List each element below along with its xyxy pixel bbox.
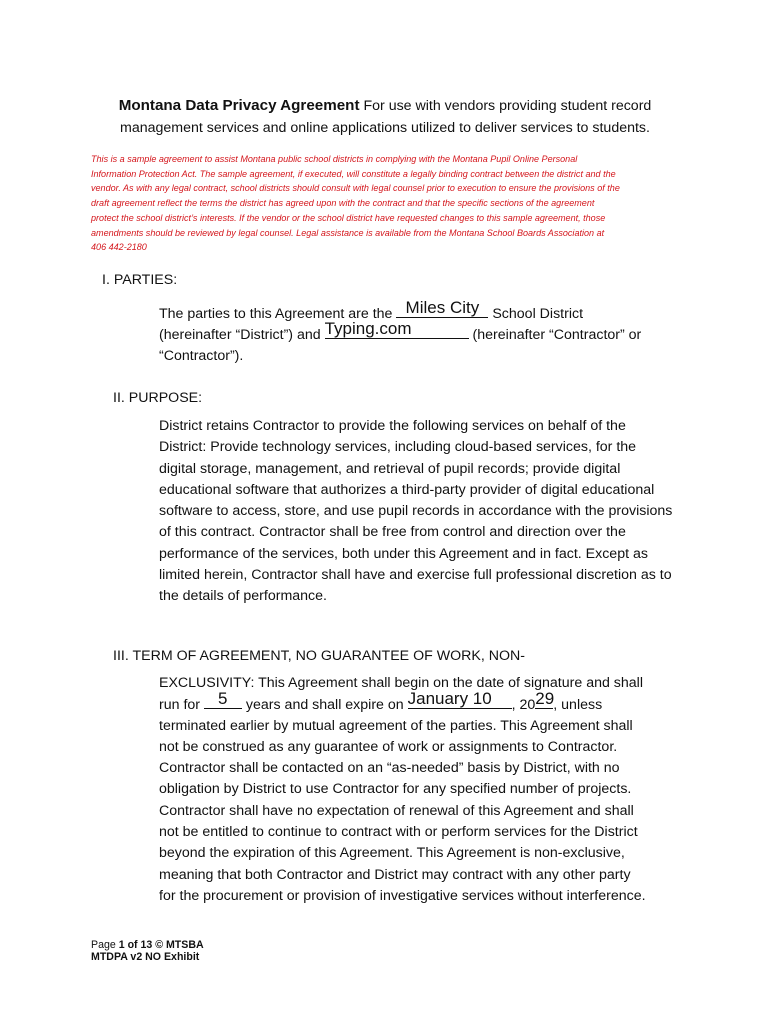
parties-line-3: “Contractor”). <box>159 347 244 364</box>
expiry-year-value: 29 <box>535 689 555 709</box>
expiry-date-value: January 10 <box>407 689 492 709</box>
footer-line-2 <box>91 951 204 963</box>
purpose-line: digital storage, management, and retrieval of pupil records; provide digital <box>159 460 621 477</box>
notice-line: 406 442-2180 <box>91 242 147 253</box>
title-bold: Montana Data Privacy Agreement <box>118 97 360 114</box>
purpose-line: District: Provide technology services, including cloud-based services, for the <box>159 439 637 456</box>
district-name-value: Miles City <box>405 298 480 317</box>
disclaimer-notice <box>91 152 683 255</box>
page-footer <box>91 939 204 963</box>
term-line: Contractor shall have no expectation of renewal of this Agreement and shall <box>159 802 634 819</box>
purpose-line: District retains Contractor to provide the following services on behalf of the <box>159 418 626 434</box>
footer-line-1 <box>91 939 204 951</box>
section-purpose-heading: II. PURPOSE: <box>113 390 203 406</box>
title-line-2: management services and online applications utilized to deliver services to students. <box>120 120 650 136</box>
term-text: run for <box>159 697 201 714</box>
parties-text: School District <box>492 306 584 322</box>
footer-version: MTDPA v2 NO Exhibit <box>91 951 200 963</box>
notice-line: amendments should be reviewed by legal counsel. Legal assistance is available from the Montana School Boards Association at <box>91 227 605 238</box>
section-purpose-body <box>159 416 719 608</box>
section-term-body <box>159 673 719 907</box>
section-term-heading: III. TERM OF AGREEMENT, NO GUARANTEE OF WORK, NON- <box>113 648 525 664</box>
document-title <box>0 95 770 117</box>
notice-line: protect the school district’s interests. If the vendor or the school district have requested changes to this sample agreement, those <box>91 212 606 223</box>
notice-line: This is a sample agreement to assist Montana public school districts in complying with the Montana Pupil Online Personal <box>91 154 578 164</box>
term-text: , 20 <box>511 697 536 714</box>
term-line: terminated earlier by mutual agreement of the parties. This Agreement shall <box>159 717 633 734</box>
term-line: beyond the expiration of this Agreement. This Agreement is non-exclusive, <box>159 845 625 862</box>
term-line: obligation by District to use Contractor for any specified number of projects. <box>159 781 632 798</box>
purpose-line: limited herein, Contractor shall have and exercise full professional discretion as to <box>159 567 672 584</box>
parties-text: (hereinafter “District”) and <box>159 327 321 344</box>
term-text: , unless <box>553 697 603 714</box>
contractor-name-field[interactable] <box>324 319 469 339</box>
notice-line: draft agreement reflect the terms the district has agreed upon with the contract and that the specific sections of the agreement <box>91 198 595 209</box>
expiry-date-field[interactable] <box>407 689 512 709</box>
term-line: not be entitled to continue to contract with or perform services for the District <box>159 824 638 841</box>
term-line: for the procurement or provision of investigative services without interference. <box>159 887 646 904</box>
footer-page-total: of 13 © MTSBA <box>127 939 204 951</box>
section-parties-heading: I. PARTIES: <box>102 272 178 288</box>
years-field[interactable] <box>204 689 242 709</box>
parties-line-2 <box>159 319 719 345</box>
purpose-line: of this contract. Contractor shall be free from control and direction over the <box>159 524 626 541</box>
term-line: meaning that both Contractor and District may contract with any other party <box>159 866 631 883</box>
title-subtitle: For use with vendors providing student record <box>363 98 652 114</box>
footer-page-label: Page <box>91 939 116 951</box>
parties-text: The parties to this Agreement are the <box>159 306 393 322</box>
section-parties-body <box>159 298 719 367</box>
footer-page-number: 1 <box>118 939 125 951</box>
notice-line: vendor. As with any legal contract, school districts should consult with legal counsel prior to execution to ensure the provisions of the <box>91 183 620 194</box>
term-line: not be construed as any guarantee of work or assignments to Contractor. <box>159 738 618 755</box>
term-line: Contractor shall be contacted on an “as-needed” basis by District, with no <box>159 760 620 777</box>
purpose-line: performance of the services, both under this Agreement and in fact. Except as <box>159 545 648 562</box>
purpose-line: software to access, store, and use pupil records in accordance with the provisions <box>159 503 673 520</box>
district-name-field[interactable] <box>396 298 488 318</box>
term-line-1: EXCLUSIVITY: This Agreement shall begin on the date of signature and shall <box>159 675 643 691</box>
term-text: years and shall expire on <box>245 697 404 714</box>
expiry-year-field[interactable] <box>535 689 555 709</box>
term-line-2 <box>159 689 719 715</box>
contractor-name-value: Typing.com <box>324 319 412 339</box>
purpose-line: the details of performance. <box>159 588 327 605</box>
parties-text: (hereinafter “Contractor” or <box>472 327 642 344</box>
notice-line: Information Protection Act. The sample agreement, if executed, will constitute a legally binding contract between the district and the <box>91 168 616 179</box>
years-value: 5 <box>217 689 228 709</box>
purpose-line: educational software that authorizes a third-party provider of digital educational <box>159 481 655 498</box>
